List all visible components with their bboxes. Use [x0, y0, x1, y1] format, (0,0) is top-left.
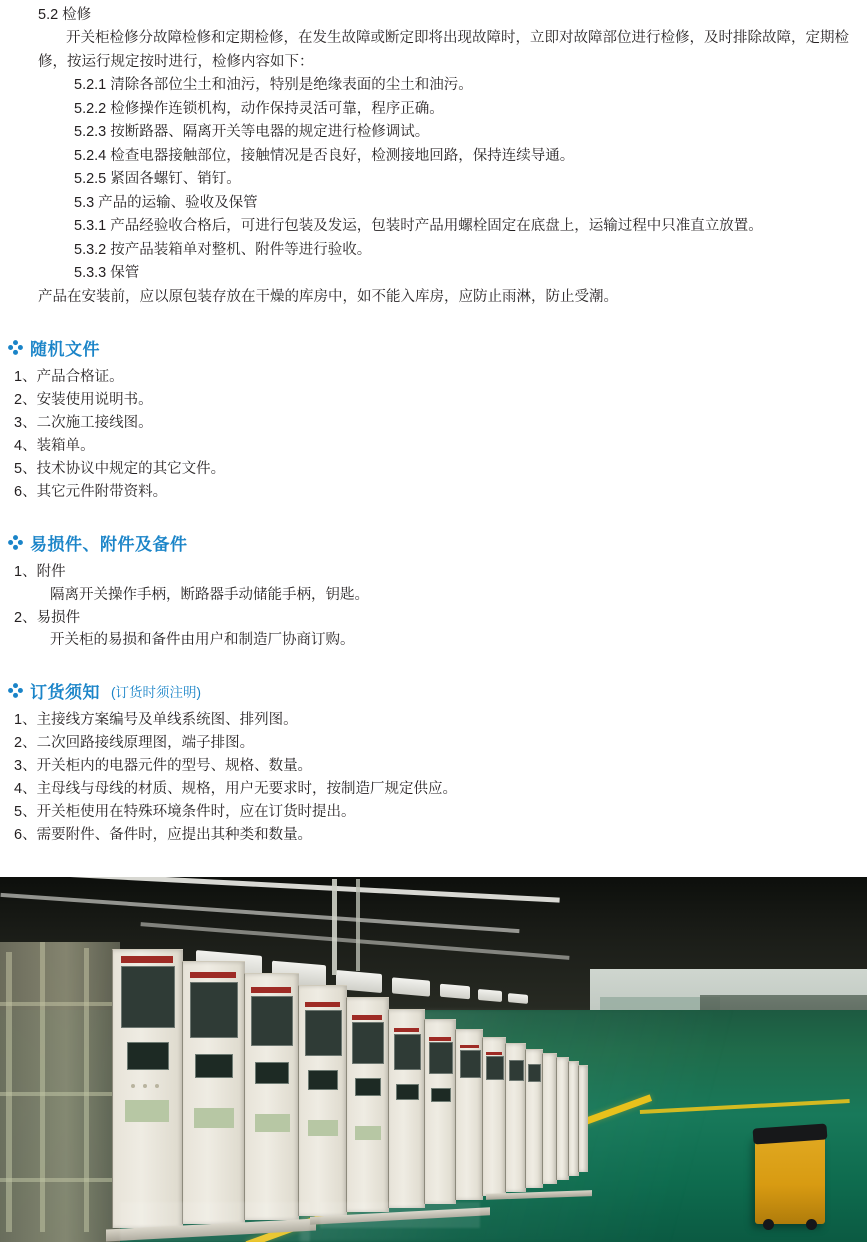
list-item: 4、主母线与母线的材质、规格，用户无要求时，按制造厂规定供应。	[14, 781, 458, 798]
photo-air-duct	[508, 993, 528, 1004]
photo-switchgear-cabinet	[542, 1053, 557, 1184]
list-item: 5、开关柜使用在特殊环境条件时，应在订货时提出。	[14, 803, 356, 820]
photo-air-duct	[478, 989, 502, 1002]
heading-5-3: 5.3 产品的运输、验收及保管	[74, 194, 258, 211]
list-wear-parts	[0, 561, 867, 653]
list-item: 1、主接线方案编号及单线系统图、排列图。	[14, 712, 298, 729]
paragraph-5-2-2: 5.2.2 检修操作连锁机构，动作保持灵活可靠，程序正确。	[74, 100, 444, 117]
photo-switchgear-cabinet	[482, 1037, 506, 1196]
photo-switchgear-cabinet	[298, 985, 347, 1216]
heading-5-2: 5.2 检修	[38, 7, 92, 23]
photo-switchgear-cabinet	[112, 949, 183, 1228]
section-title: 随机文件	[30, 340, 100, 360]
list-item: 1、产品合格证。	[14, 369, 124, 386]
paragraph-5-2-4: 5.2.4 检查电器接触部位，接触情况是否良好，检测接地回路，保持连续导通。	[74, 147, 575, 164]
list-item: 2、易损件	[14, 609, 81, 626]
list-ordering-notice	[0, 709, 867, 846]
photo-air-duct	[392, 977, 430, 996]
flower-bullet-icon	[8, 683, 23, 698]
photo-column	[356, 879, 360, 971]
section-heading-ordering-notice	[8, 678, 867, 703]
photo-switchgear-cabinet	[244, 973, 299, 1220]
photo-column	[332, 879, 337, 975]
switchgear-factory-assembly-line-photo	[0, 877, 867, 1242]
section-subtitle: (订货时须注明)	[111, 684, 201, 700]
photo-floor-reflection	[120, 1202, 310, 1242]
photo-switchgear-cabinet	[182, 961, 245, 1224]
list-item: 6、其它元件附带资料。	[14, 483, 168, 500]
list-item: 2、二次回路接线原理图，端子排图。	[14, 735, 255, 752]
flower-bullet-icon	[8, 340, 23, 355]
list-item-detail: 隔离开关操作手柄，断路器手动储能手柄，钥匙。	[50, 586, 369, 603]
list-item: 6、需要附件、备件时，应提出其种类和数量。	[14, 826, 313, 843]
photo-floor-reflection	[320, 1202, 480, 1228]
paragraph-5-2-3: 5.2.3 按断路器、隔离开关等电器的规定进行检修调试。	[74, 124, 430, 141]
photo-tool-cart	[755, 1136, 825, 1224]
section-heading-accompanying-documents	[8, 335, 867, 360]
paragraph-5-2-intro: 开关柜检修分故障检修和定期检修，在发生故障或断定即将出现故障时，立即对故障部位进行检修，及时排除故障，定期检修，按运行规定按时进行，检修内容如下：	[38, 30, 849, 70]
list-item: 1、附件	[14, 563, 66, 580]
paragraph-5-3-1: 5.3.1 产品经验收合格后，可进行包装及发运，包装时产品用螺栓固定在底盘上，运输过程中只准直立放置。	[74, 218, 763, 235]
list-item: 3、二次施工接线图。	[14, 415, 153, 432]
flower-bullet-icon	[8, 535, 23, 550]
section-5-2-maintenance	[0, 0, 867, 309]
list-accompanying-documents	[0, 366, 867, 503]
photo-switchgear-cabinet	[424, 1019, 456, 1204]
photo-switchgear-cabinet	[505, 1043, 526, 1192]
list-item: 5、技术协议中规定的其它文件。	[14, 460, 226, 477]
photo-content	[0, 877, 867, 1242]
photo-switchgear-cabinet	[578, 1065, 588, 1172]
paragraph-5-3-3-body: 产品在安装前，应以原包装存放在干燥的库房中，如不能入库房，应防止雨淋，防止受潮。	[38, 288, 618, 305]
photo-switchgear-cabinet	[455, 1029, 483, 1200]
paragraph-5-3-2: 5.3.2 按产品装箱单对整机、附件等进行验收。	[74, 241, 372, 258]
list-item: 4、装箱单。	[14, 438, 95, 455]
section-title: 易损件、附件及备件	[30, 534, 188, 554]
paragraph-5-2-1: 5.2.1 清除各部位尘土和油污，特别是绝缘表面的尘土和油污。	[74, 77, 473, 94]
photo-switchgear-cabinet	[346, 997, 389, 1212]
photo-switchgear-cabinet	[525, 1049, 543, 1188]
paragraph-5-2-5: 5.2.5 紧固各螺钉、销钉。	[74, 171, 241, 188]
list-item: 3、开关柜内的电器元件的型号、规格、数量。	[14, 758, 313, 775]
photo-switchgear-cabinet	[388, 1009, 425, 1208]
photo-left-steel-frame	[0, 942, 120, 1242]
section-heading-wear-parts	[8, 530, 867, 555]
photo-air-duct	[440, 983, 470, 999]
list-item-detail: 开关柜的易损和备件由用户和制造厂协商订购。	[50, 632, 355, 649]
list-item: 2、安装使用说明书。	[14, 392, 153, 409]
paragraph-5-3-3: 5.3.3 保管	[74, 265, 140, 282]
section-title: 订货须知	[30, 683, 100, 703]
